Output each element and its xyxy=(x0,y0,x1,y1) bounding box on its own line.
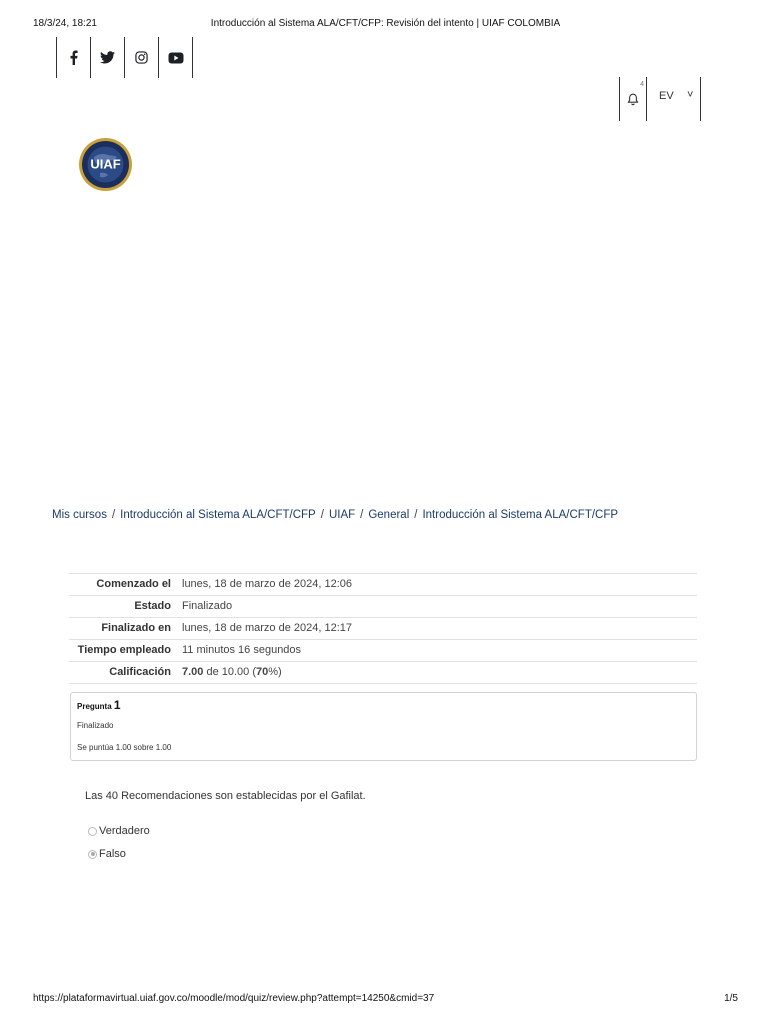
summary-value: lunes, 18 de marzo de 2024, 12:17 xyxy=(182,622,353,634)
instagram-link[interactable] xyxy=(125,37,159,78)
uiaf-seal-icon xyxy=(78,137,133,192)
youtube-link[interactable] xyxy=(159,37,193,78)
user-initials: EV xyxy=(659,90,674,102)
breadcrumb-separator: / xyxy=(111,509,116,521)
grade-suffix: %) xyxy=(268,666,282,678)
print-page-number: 1/5 xyxy=(724,993,738,1004)
question-label: Pregunta xyxy=(77,702,112,711)
answer-option-falso[interactable] xyxy=(88,848,126,860)
summary-value: lunes, 18 de marzo de 2024, 12:06 xyxy=(182,578,353,590)
bell-icon xyxy=(627,93,639,106)
question-number xyxy=(77,698,121,712)
logo-text: UIAF xyxy=(90,156,121,172)
print-datetime: 18/3/24, 18:21 xyxy=(33,18,97,29)
breadcrumb-item-my-courses[interactable]: Mis cursos xyxy=(52,509,107,521)
answer-option-verdadero[interactable] xyxy=(88,825,150,837)
chevron-down-icon: ˅ xyxy=(687,89,694,101)
social-links xyxy=(56,37,193,78)
youtube-icon xyxy=(168,52,184,64)
user-menu-toggle[interactable] xyxy=(647,77,701,121)
breadcrumb-separator: / xyxy=(414,509,418,521)
breadcrumb-item-category[interactable]: UIAF xyxy=(328,509,356,521)
facebook-icon xyxy=(69,50,78,65)
uiaf-logo[interactable] xyxy=(78,137,133,192)
radio-button[interactable] xyxy=(88,827,97,836)
breadcrumb-item-course[interactable]: Introducción al Sistema ALA/CFT/CFP xyxy=(120,509,316,521)
summary-grade-value xyxy=(175,662,697,684)
print-page-title: Introducción al Sistema ALA/CFT/CFP: Revisión del intento | UIAF COLOMBIA xyxy=(210,18,561,29)
summary-label: Finalizado en xyxy=(101,622,171,634)
user-navigation xyxy=(619,77,701,121)
breadcrumb-item-quiz[interactable]: Introducción al Sistema ALA/CFT/CFP xyxy=(422,509,619,521)
summary-row-time xyxy=(69,640,697,662)
question-state: Finalizado xyxy=(77,721,114,730)
twitter-link[interactable] xyxy=(91,37,125,78)
notification-count: 4 xyxy=(640,81,644,88)
notifications-button[interactable] xyxy=(620,77,647,121)
summary-label: Comenzado el xyxy=(96,578,171,590)
grade-middle: de 10.00 ( xyxy=(203,666,257,678)
summary-label: Estado xyxy=(134,600,171,612)
attempt-summary-table xyxy=(69,573,697,684)
radio-button[interactable] xyxy=(88,850,97,859)
question-text: Las 40 Recomendaciones son establecidas por el Gafilat. xyxy=(85,790,366,802)
facebook-link[interactable] xyxy=(57,37,91,78)
breadcrumb-separator: / xyxy=(360,509,364,521)
breadcrumb-item-section[interactable]: General xyxy=(368,509,410,521)
print-url: https://plataformavirtual.uiaf.gov.co/moodle/mod/quiz/review.php?attempt=14250&cmid=37 xyxy=(33,993,435,1004)
question-number-value: 1 xyxy=(113,698,121,712)
breadcrumb xyxy=(52,509,618,521)
summary-label: Tiempo empleado xyxy=(77,644,171,656)
grade-score: 7.00 xyxy=(182,666,204,678)
summary-value: 11 minutos 16 segundos xyxy=(182,644,302,656)
summary-row-grade xyxy=(69,662,697,684)
summary-row-state xyxy=(69,596,697,618)
answer-label: Falso xyxy=(99,848,126,860)
grade-percent: 70 xyxy=(256,666,269,678)
twitter-icon xyxy=(100,51,115,64)
question-grade: Se puntúa 1.00 sobre 1.00 xyxy=(77,743,172,752)
answer-label: Verdadero xyxy=(99,825,150,837)
summary-row-finished xyxy=(69,618,697,640)
instagram-icon xyxy=(135,51,148,64)
summary-row-started xyxy=(69,574,697,596)
summary-value: Finalizado xyxy=(182,600,233,612)
breadcrumb-separator: / xyxy=(320,509,324,521)
summary-label: Calificación xyxy=(109,666,171,678)
print-header xyxy=(33,18,738,32)
question-info xyxy=(70,692,697,761)
